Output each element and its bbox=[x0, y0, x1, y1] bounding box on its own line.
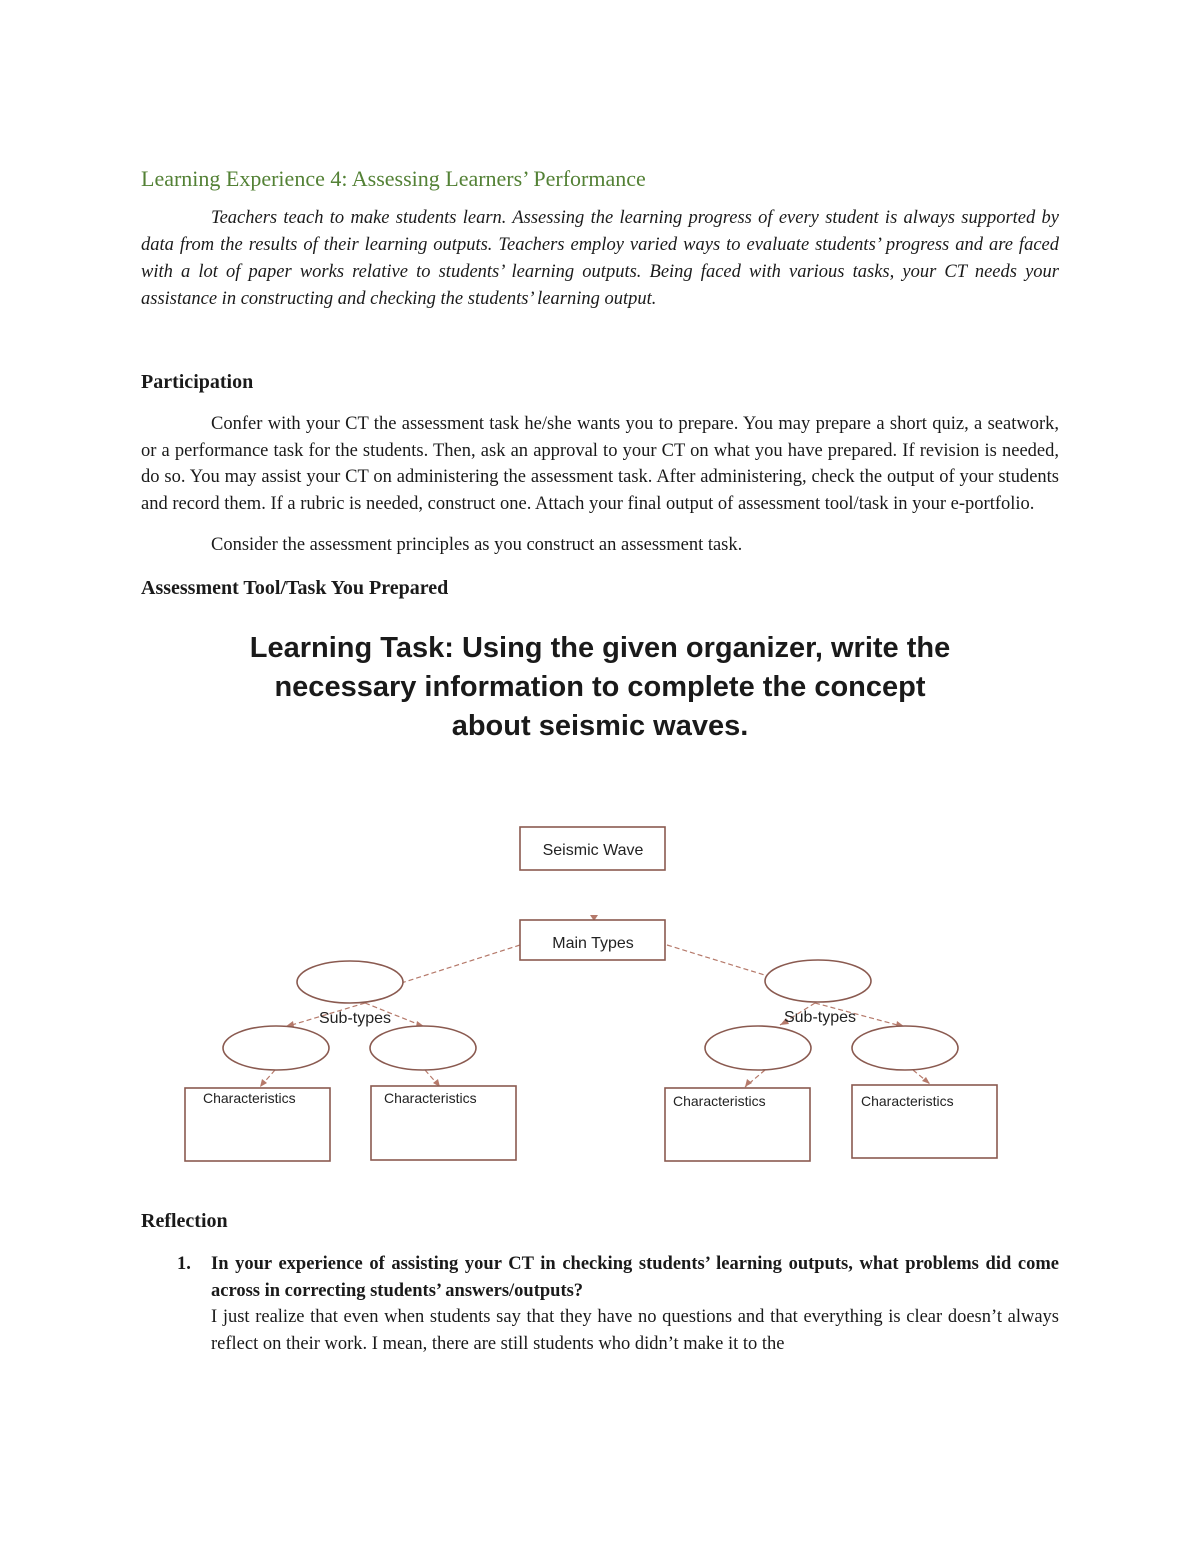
characteristics-label-2: Characteristics bbox=[384, 1090, 477, 1106]
characteristics-label-1: Characteristics bbox=[203, 1090, 296, 1106]
arrowhead-char1 bbox=[260, 1079, 267, 1087]
organizer-svg bbox=[175, 815, 1015, 1175]
subtype-ellipse-2 bbox=[370, 1026, 476, 1070]
main-content bbox=[141, 165, 1059, 746]
seismic-wave-organizer bbox=[175, 815, 1015, 1175]
main-type-right-ellipse bbox=[765, 960, 871, 1002]
main-type-left-ellipse bbox=[297, 961, 403, 1003]
arrowhead-char3 bbox=[745, 1079, 752, 1087]
task-line-3: about seismic waves. bbox=[451, 709, 749, 742]
reflection-list bbox=[141, 1251, 1059, 1357]
participation-paragraph: Confer with your CT the assessment task he/she wants you to prepare. You may prepare a short quiz, a seatwork, or a performance task for the students. Then, ask an approval to your CT on what you have prepared. If revision is needed, do so. You may assist your CT on administering the assessment task. After administering, check the output of your students and record them. If a rubric is needed, construct one. Attach your final output of assessment tool/task in your e-portfolio. bbox=[141, 414, 1059, 514]
task-line-1: Learning Task: Using the given organizer, write the bbox=[249, 631, 951, 664]
page-title: Learning Experience 4: Assessing Learners’ Performance bbox=[141, 166, 646, 191]
subtype-ellipse-3 bbox=[705, 1026, 811, 1070]
assessment-heading: Assessment Tool/Task You Prepared bbox=[141, 576, 449, 599]
subtypes-label-left: Sub-types bbox=[318, 1010, 392, 1027]
reflection-answer: I just realize that even when students say that they have no questions and that everything is clear doesn’t always reflect on their work. I mean, there are still students who didn’t make it to the bbox=[211, 1307, 1059, 1354]
learning-task-title bbox=[0, 629, 1200, 746]
subtype-ellipse-1 bbox=[223, 1026, 329, 1070]
reflection-item bbox=[141, 1251, 1059, 1357]
main-types-label: Main Types bbox=[552, 935, 634, 952]
subtype-ellipse-4 bbox=[852, 1026, 958, 1070]
participation-heading: Participation bbox=[141, 371, 254, 393]
intro-paragraph: Teachers teach to make students learn. Assessing the learning progress of every student is always supported by data from the results of their learning outputs. Teachers employ varied ways to evaluate students’ progress and are faced with a lot of paper works relative to students’ learning outputs. Being faced with various tasks, your CT needs your assistance in constructing and checking the students’ learning output. bbox=[141, 208, 1059, 309]
root-label: Seismic Wave bbox=[542, 842, 644, 859]
reflection-section bbox=[141, 1208, 1059, 1357]
principles-paragraph: Consider the assessment principles as you construct an assessment task. bbox=[211, 535, 743, 555]
reflection-item-number: 1. bbox=[177, 1254, 191, 1274]
reflection-heading: Reflection bbox=[141, 1210, 228, 1232]
characteristics-label-4: Characteristics bbox=[861, 1093, 954, 1109]
task-line-2: necessary information to complete the concept bbox=[274, 670, 926, 703]
subtypes-label-right: Sub-types bbox=[783, 1009, 857, 1026]
characteristics-label-3: Characteristics bbox=[673, 1093, 766, 1109]
reflection-question: In your experience of assisting your CT in checking students’ learning outputs, what problems did come across in correcting students’ answers/outputs? bbox=[211, 1254, 1059, 1301]
